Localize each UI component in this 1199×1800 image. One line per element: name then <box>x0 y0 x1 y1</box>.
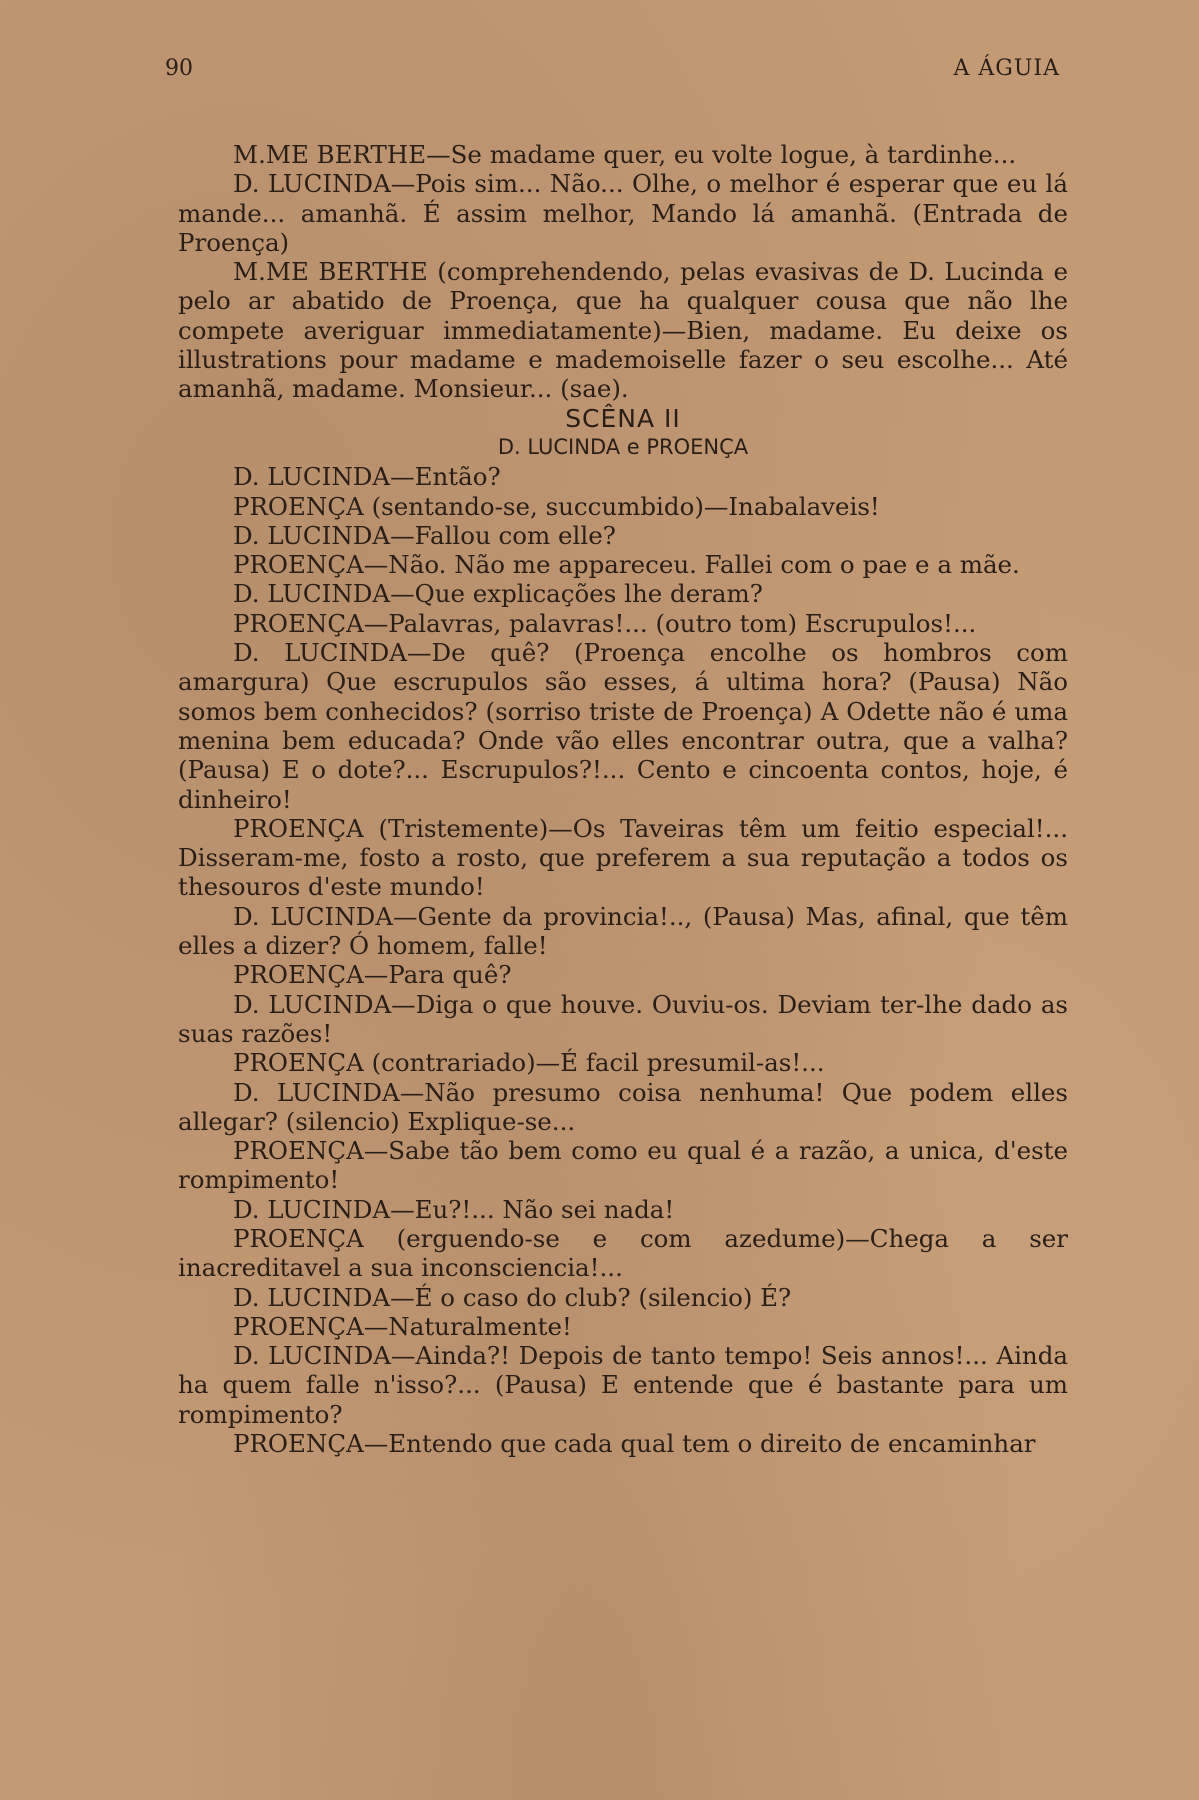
dialogue-line: PROENÇA—Para quê? <box>233 960 512 990</box>
dialogue-line: D. LUCINDA—Gente da provincia!.., (Pausa) Mas, afinal, que têm elles a dizer? Ó homem, falle! <box>178 901 1068 961</box>
page-number: 90 <box>165 56 193 81</box>
dialogue-line: M.ME BERTHE (comprehendendo, pelas evasivas de D. Lucinda e pelo ar abatido de Proença, que ha qualquer cousa que não lhe compete averiguar immediatamente)—Bien, madame. Eu deixe os illustrations pour madame e mademoiselle fazer o seu escolhe... Até amanhã, madame. Monsieur... (sae). <box>178 257 1068 404</box>
dialogue-line: D. LUCINDA—Pois sim... Não... Olhe, o melhor é esperar que eu lá mande... amanhã. É assim melhor, Mando lá amanhã. (Entrada de Proença) <box>178 169 1068 257</box>
dialogue-line: D. LUCINDA—Diga o que houve. Ouviu-os. Deviam ter-lhe dado as suas razões! <box>178 989 1068 1048</box>
dialogue-line: PROENÇA (Tristemente)—Os Taveiras têm um feitio especial!... Disseram-me, fosto a rosto, que preferem a sua reputação a todos os thesouros d'este mundo! <box>178 813 1068 902</box>
dialogue-line: PROENÇA (contrariado)—É facil presumil-as!... <box>233 1048 825 1078</box>
dialogue-line: D. LUCINDA—Então? <box>233 462 501 492</box>
scene-title: SCÊNA II <box>565 403 681 433</box>
dialogue-line: D. LUCINDA—Fallou com elle? <box>233 520 616 550</box>
dialogue-line: M.ME BERTHE—Se madame quer, eu volte logue, à tardinhe... <box>233 140 1017 169</box>
dialogue-line: PROENÇA (sentando-se, succumbido)—Inabalaveis! <box>233 491 880 521</box>
dialogue-line: PROENÇA—Entendo que cada qual tem o direito de encaminhar <box>233 1429 1036 1459</box>
dialogue-line: D. LUCINDA—Eu?!... Não sei nada! <box>233 1194 675 1224</box>
dialogue-line: D. LUCINDA—Ainda?! Depois de tanto tempo! Seis annos!... Ainda ha quem falle n'isso?... (Pausa) E entende que é bastante para um rompimento? <box>178 1341 1068 1429</box>
dialogue-line: PROENÇA—Sabe tão bem como eu qual é a razão, a unica, d'este rompimento! <box>178 1136 1068 1195</box>
page-body <box>178 140 1068 1458</box>
dialogue-line: D. LUCINDA—Não presumo coisa nenhuma! Que podem elles allegar? (silencio) Explique-se... <box>178 1077 1068 1136</box>
dialogue-line: D. LUCINDA—De quê? (Proença encolhe os hombros com amargura) Que escrupulos são esses, á ultima hora? (Pausa) Não somos bem conhecidos? (sorriso triste de Proença) A Odette não é uma menina bem educada? Onde vão elles encontrar outra, que a valha? (Pausa) E o dote?... Escrupulos?!... Cento e cincoenta contos, hoje, é dinheiro! <box>178 638 1068 814</box>
running-title: A ÁGUIA <box>953 56 1060 81</box>
dialogue-line: D. LUCINDA—É o caso do club? (silencio) É? <box>233 1282 792 1312</box>
dialogue-line: PROENÇA—Não. Não me appareceu. Fallei com o pae e a mãe. <box>233 550 1020 580</box>
dialogue-line: PROENÇA—Naturalmente! <box>233 1311 572 1341</box>
dialogue-line: PROENÇA (erguendo-se e com azedume)—Chega a ser inacreditavel a sua inconsciencia!... <box>178 1223 1068 1283</box>
dialogue-line: D. LUCINDA—Que explicações lhe deram? <box>233 579 763 609</box>
page-header <box>165 56 1060 96</box>
scene-characters: D. LUCINDA e PROENÇA <box>497 434 749 459</box>
dialogue-line: PROENÇA—Palavras, palavras!... (outro tom) Escrupulos!... <box>233 608 977 638</box>
